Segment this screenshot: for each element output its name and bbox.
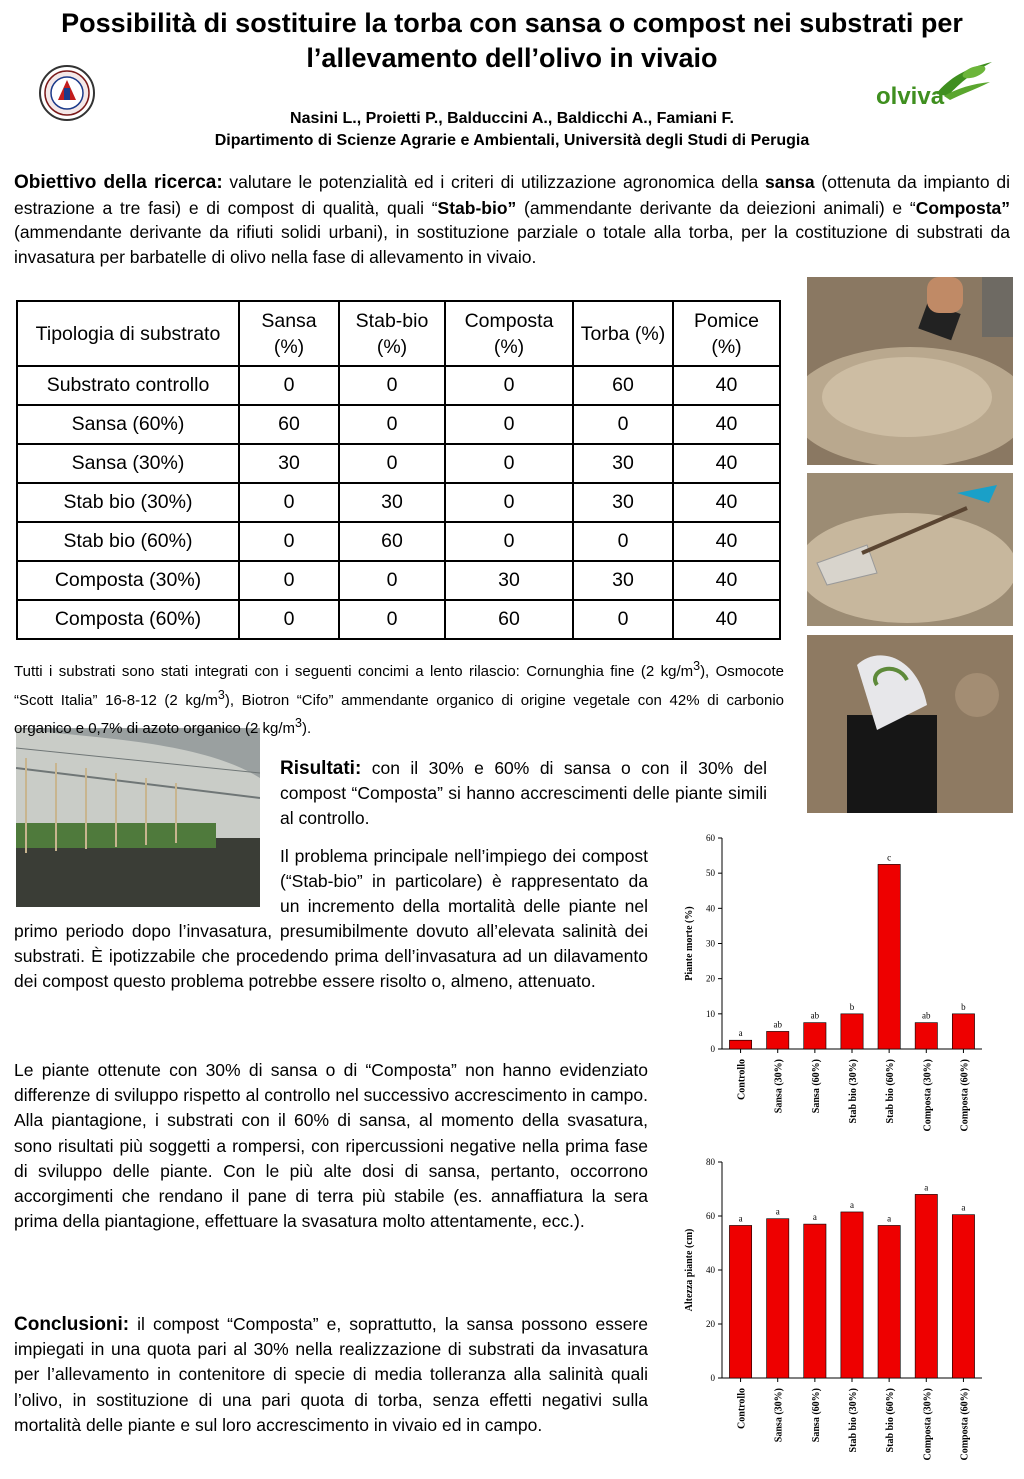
y-axis-label: Altezza piante (cm) [684,1228,695,1312]
table-row [17,522,780,561]
table-cell: 40 [673,600,780,639]
authors-block [0,108,1024,152]
bar-significance-label: ab [810,1010,820,1021]
table-cell: 40 [673,561,780,600]
bar [804,1023,826,1049]
table-cell: 0 [239,522,339,561]
height-bar-chart [662,1152,992,1474]
table-cell: 0 [445,366,573,405]
y-tick-label: 10 [706,1008,715,1019]
table-cell: 30 [339,483,445,522]
table-cell: 30 [573,444,673,483]
note-sup-2: 3 [217,687,225,702]
bar-significance-label: a [775,1206,780,1217]
y-axis-label: Piante morte (%) [684,906,695,981]
bar [878,1225,900,1378]
bar [878,864,900,1049]
table-cell: 0 [445,522,573,561]
table-header-cell: Pomice (%) [673,301,780,366]
table-cell: 40 [673,522,780,561]
table-cell: 0 [445,483,573,522]
x-tick-label: Sansa (30%) [773,1388,785,1443]
table-cell: Sansa (30%) [17,444,239,483]
table-cell: 30 [573,561,673,600]
results-text: con il 30% e 60% di sansa o con il 30% del compost “Composta” si hanno accrescimenti delle piante simili al controllo. [280,758,767,828]
table-cell: 60 [339,522,445,561]
y-tick-label: 20 [706,1319,715,1329]
bar [804,1224,826,1378]
objective-bold-stabbio: Stab-bio” [437,197,517,218]
objective-bold-sansa: sansa [765,172,815,192]
note-text-1: Tutti i substrati sono stati integrati con i seguenti concimi a lento rilascio: Cornunghia fine (2 kg/m [14,663,694,680]
bar [952,1215,974,1378]
table-cell: Composta (30%) [17,561,239,600]
table-cell: 0 [445,405,573,444]
table-cell: 0 [339,405,445,444]
conclusions-lead: Conclusioni: [14,1314,130,1335]
conclusions-paragraph [14,1312,648,1438]
table-row [17,366,780,405]
objective-bold-composta: Composta” [915,197,1011,218]
y-tick-label: 40 [706,1265,715,1275]
bar [729,1225,751,1378]
problem-text: Il problema principale nell’impiego dei compost (“Stab-bio” in particolare) è rappresentato da un incremento della mortalità delle piante nel primo periodo dopo l’invasatura, presumibilmente dovuto all’elevata salinità dei substrati. È ipotizzabile che procedendo prima dell’invasatura ad un dilavamento dei compost questo problema potrebbe essere risolto o, almeno, attenuato. [14,846,648,991]
note-text-3: ), Biotron “Cifo” ammendante organico di origine vegetale con 42% di carbonio organico e 0,7% di azoto organico (2 kg/m [14,691,784,737]
bar [841,1212,863,1378]
y-tick-label: 50 [706,868,715,879]
x-tick-label: Stab bio (30%) [848,1388,859,1453]
objective-paragraph [14,170,1010,269]
results-lead: Risultati: [280,758,362,779]
x-tick-label: Sansa (60%) [810,1059,822,1114]
bar-significance-label: b [849,1001,855,1012]
y-tick-label: 60 [706,833,715,843]
table-cell: 30 [445,561,573,600]
olviva-logo-text: olviva [876,83,945,108]
bar-significance-label: c [887,852,892,863]
bar-significance-label: b [961,1001,966,1012]
x-tick-label: Sansa (30%) [773,1059,785,1114]
table-cell: 0 [573,522,673,561]
objective-text-1: valutare le potenzialità ed i criteri di utilizzazione agronomica della [222,172,765,192]
table-header-cell: Sansa (%) [239,301,339,366]
table-header-cell: Torba (%) [573,301,673,366]
bar [915,1023,937,1049]
x-tick-label: Composta (30%) [922,1388,934,1461]
table-cell: 0 [573,405,673,444]
table-cell: 0 [339,366,445,405]
mortality-bar-chart [662,828,992,1148]
x-tick-label: Controllo [736,1059,748,1100]
note-text-4: ). [301,720,312,737]
bar [767,1219,789,1378]
photo-substrate-mixing [807,277,1013,465]
y-tick-label: 20 [706,973,715,984]
table-cell: 0 [239,366,339,405]
bar [729,1040,751,1049]
table-cell: 0 [239,561,339,600]
table-row [17,444,780,483]
x-tick-label: Stab bio (30%) [848,1059,859,1124]
table-cell: 0 [339,444,445,483]
table-header-cell: Composta (%) [445,301,573,366]
table-cell: 40 [673,444,780,483]
bar-significance-label: ab [922,1010,931,1021]
table-header-cell: Stab-bio (%) [339,301,445,366]
bar [767,1031,789,1049]
poster-title: Possibilità di sostituire la torba con sansa o compost nei substrati per l’allevamento dell’olivo in vivaio [61,8,963,73]
y-tick-label: 40 [706,903,715,914]
bar [841,1014,863,1049]
y-tick-label: 80 [706,1157,715,1167]
note-sup-1: 3 [693,659,701,673]
note-text-2: ), Osmocote “Scott Italia” 16-8-12 (2 kg/m [14,663,785,709]
bar [915,1194,937,1378]
table-cell: 40 [673,366,780,405]
fertilizer-note [14,655,784,741]
photo-substrate-shovel [807,473,1013,626]
table-row [17,561,780,600]
table-cell: 60 [445,600,573,639]
table-cell: 0 [339,600,445,639]
table-cell: 0 [573,600,673,639]
table-cell: Sansa (60%) [17,405,239,444]
bar [952,1014,974,1049]
table-cell: 0 [339,561,445,600]
table-cell: Composta (60%) [17,600,239,639]
table-cell: Stab bio (30%) [17,483,239,522]
x-tick-label: Composta (30%) [922,1059,934,1132]
table-row [17,483,780,522]
photo-potting-olive [807,635,1013,813]
table-cell: 40 [673,483,780,522]
table-cell: 0 [445,444,573,483]
table-row [17,600,780,639]
bar-significance-label: a [961,1202,966,1213]
y-tick-label: 0 [710,1044,715,1054]
bar-significance-label: a [738,1213,743,1224]
objective-text-4: (ammendante derivante da rifiuti solidi urbani), in sostituzione parziale o totale alla torba, per la costituzione di substrati da invasatura per barbatelle di olivo nella fase di allevamento in vivaio. [14,222,1010,267]
y-tick-label: 60 [706,1211,715,1221]
conclusions-text: il compost “Composta” e, soprattutto, la sansa possono essere impiegati in una quota pari al 30% nella realizzazione di substrati da invasatura per l’allevamento in contenitore di specie di media tolleranza alla salinità quali l’olivo, in sostituzione di una pari quota di torba, senza effetti negativi sulla mortalità delle piante e sul loro accrescimento in vivaio ed in campo. [14,1314,648,1435]
bar-significance-label: a [924,1182,929,1193]
y-tick-label: 0 [710,1373,715,1383]
x-tick-label: Composta (60%) [959,1059,971,1132]
y-tick-label: 30 [706,938,715,949]
table-cell: 30 [573,483,673,522]
affiliation: Dipartimento di Scienze Agrarie e Ambientali, Università degli Studi di Perugia [214,132,810,149]
x-tick-label: Sansa (60%) [810,1388,822,1443]
x-tick-label: Composta (60%) [959,1388,971,1461]
x-tick-label: Stab bio (60%) [885,1388,897,1453]
bar-significance-label: a [887,1213,892,1224]
table-row [17,405,780,444]
plants-paragraph: Le piante ottenute con 30% di sansa o di “Composta” non hanno evidenziato differenze di sviluppo rispetto al controllo nel successivo accrescimento in campo. Alla piantagione, i substrati con il 60% di sansa, al momento della svasatura, sono risultati più soggetti a rompersi, con ripercussioni negative nella prima fase di sviluppo delle piante. Con le più alte dosi di sansa, pertanto, occorrono accorgimenti che rendano il pane di terra più stabile (es. annaffiatura la sera prima della piantagione, effettuare la svasatura molto attentamente, ecc.). [14,1060,648,1232]
note-sup-3: 3 [295,716,302,730]
substrate-table [16,300,781,640]
table-cell: 40 [673,405,780,444]
table-cell: Substrato controllo [17,366,239,405]
table-cell: 30 [239,444,339,483]
table-cell: 60 [573,366,673,405]
table-cell: Stab bio (60%) [17,522,239,561]
objective-text-3: (ammendante derivante da deiezioni animali) e “ [516,197,916,218]
table-cell: 60 [239,405,339,444]
authors: Nasini L., Proietti P., Balduccini A., Baldicchi A., Famiani F. [290,110,734,127]
objective-text-2: (ottenuta da impianto di estrazione a tre fasi) e di compost di qualità, quali “ [14,172,1010,218]
results-paragraph [280,756,767,831]
bar-significance-label: ab [773,1019,782,1030]
problem-paragraph [14,844,648,994]
objective-lead: Obiettivo della ricerca: [14,172,223,193]
x-tick-label: Controllo [736,1388,748,1429]
table-cell: 0 [239,483,339,522]
table-header-row [17,301,780,366]
x-tick-label: Stab bio (60%) [885,1059,897,1124]
olviva-logo [874,58,994,108]
bar-significance-label: a [738,1028,743,1039]
bar-significance-label: a [850,1199,854,1210]
bar-significance-label: a [812,1212,817,1223]
table-header-cell: Tipologia di substrato [17,301,239,366]
table-cell: 0 [239,600,339,639]
